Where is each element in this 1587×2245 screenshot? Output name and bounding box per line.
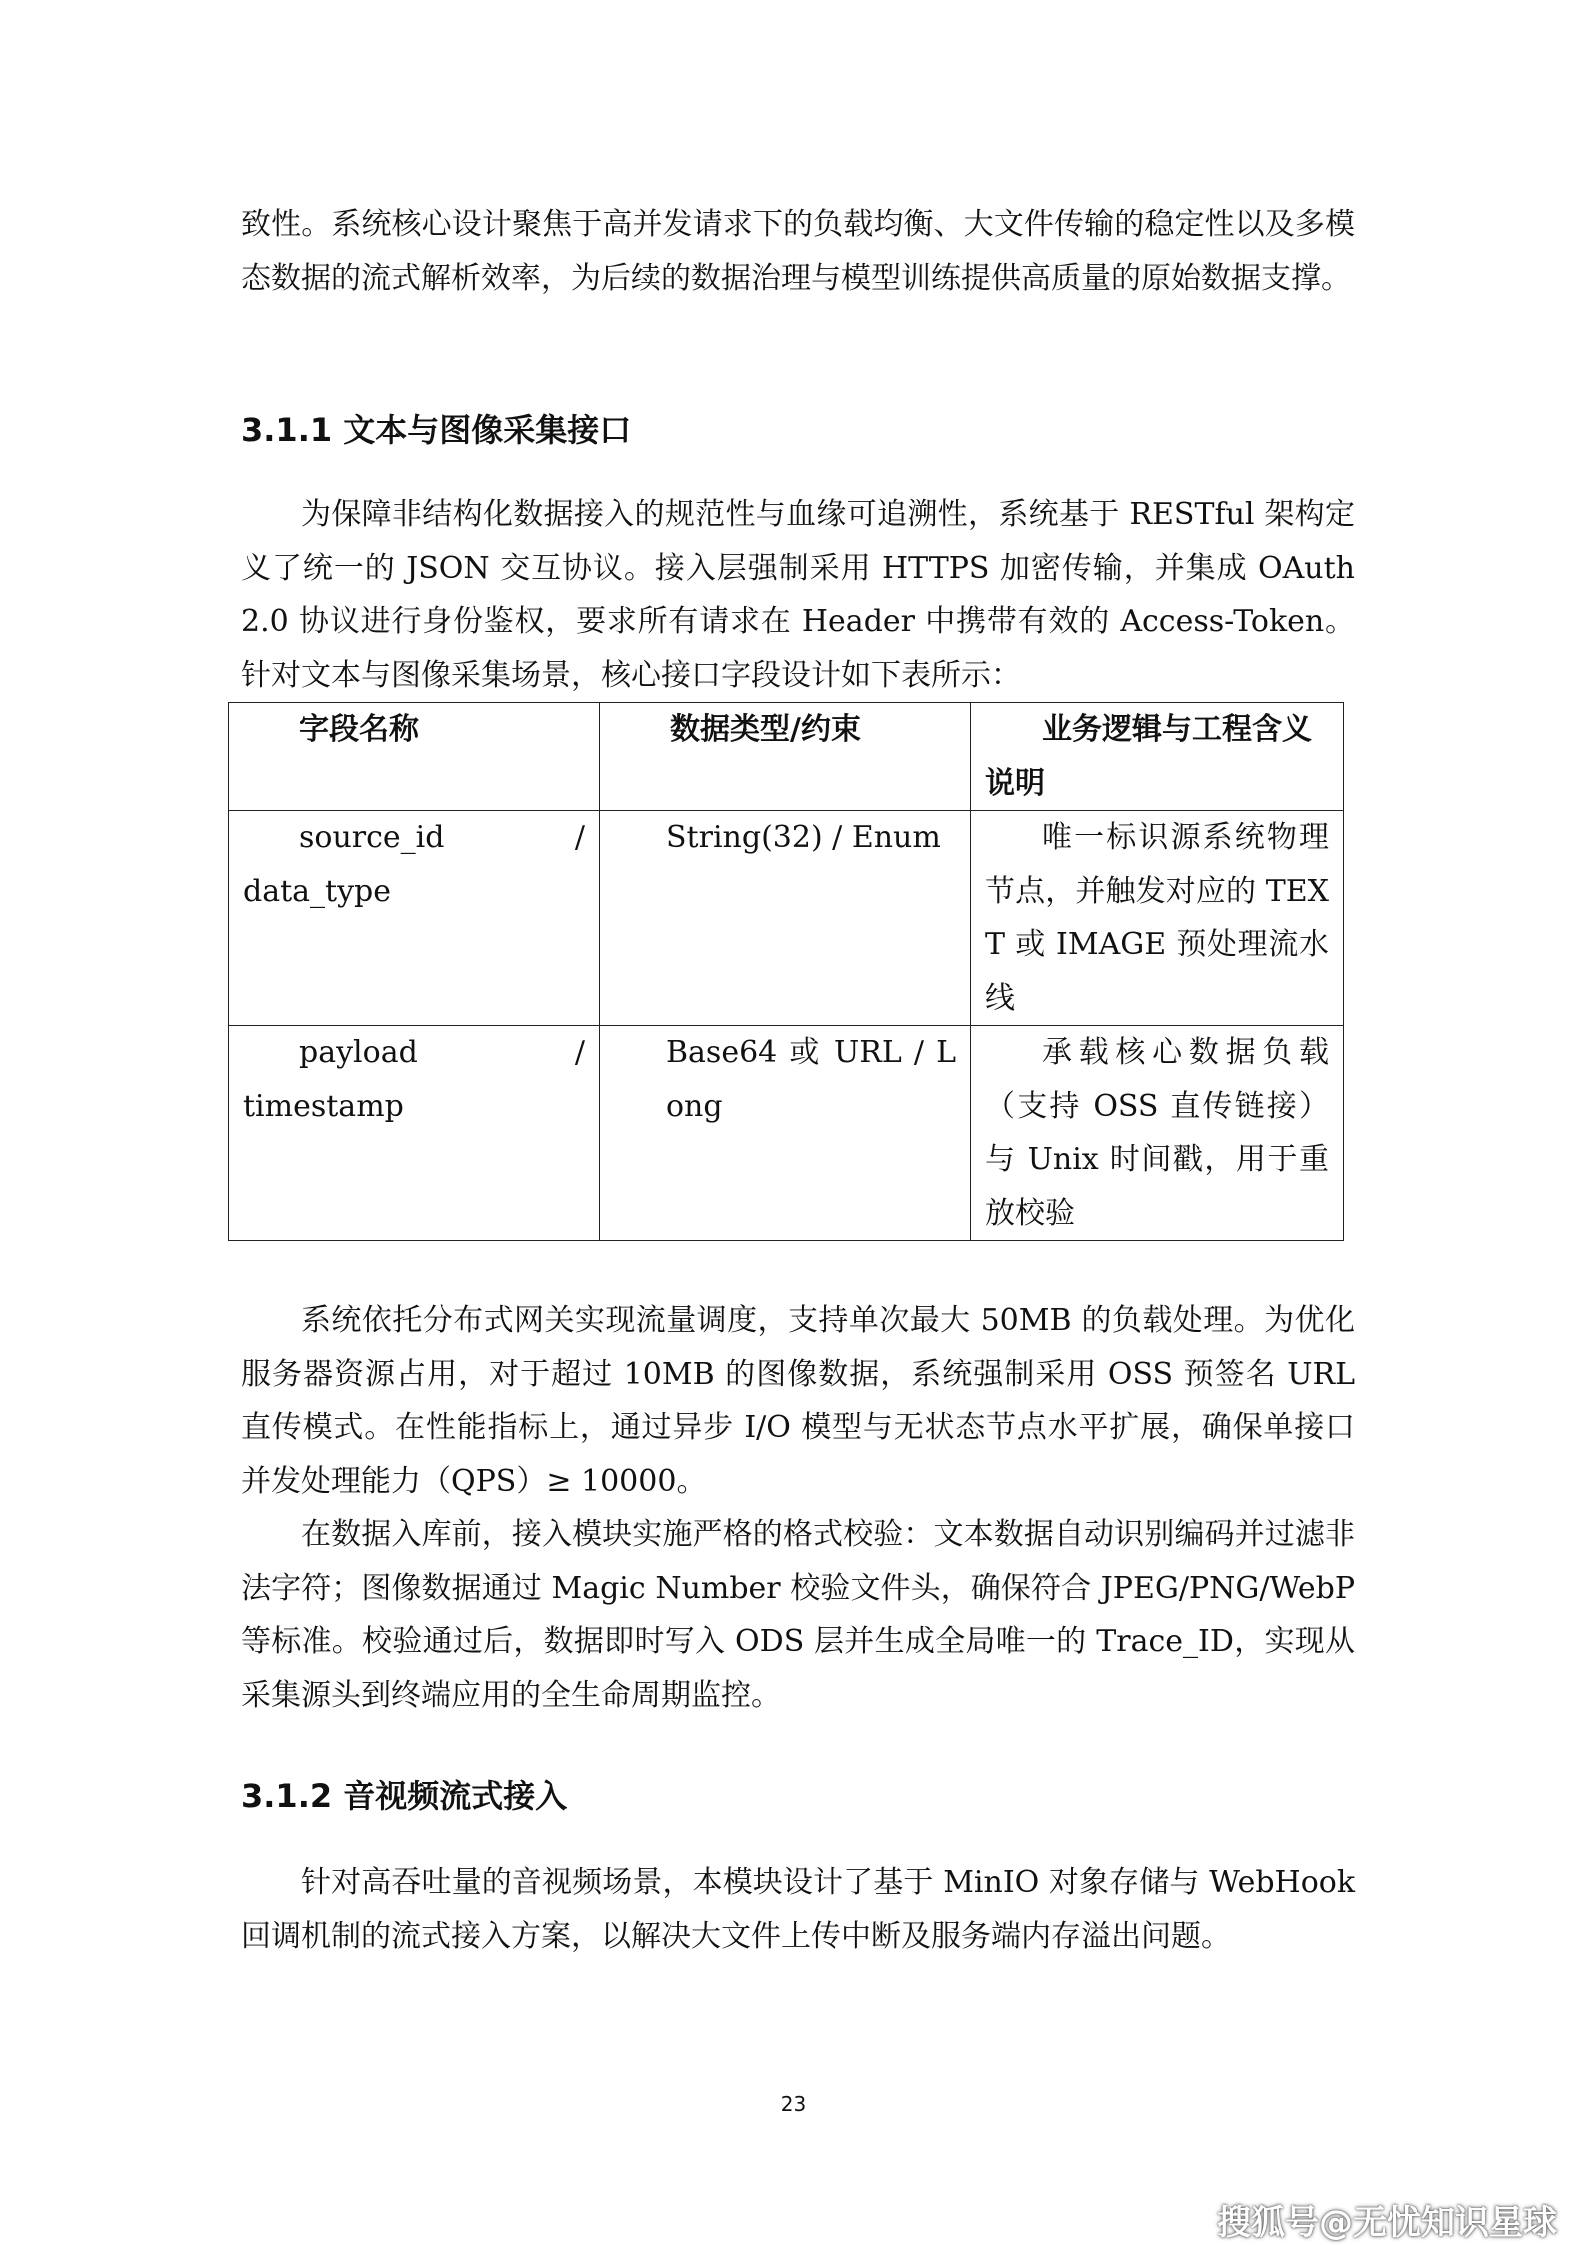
page-number: 23 bbox=[780, 2092, 807, 2116]
section-heading-3-1-2: 3.1.2 音视频流式接入 bbox=[241, 1777, 568, 1815]
table-header-field-name: 字段名称 bbox=[229, 703, 600, 811]
watermark-text: 搜狐号@无忧知识星球 bbox=[1217, 2203, 1557, 2243]
table-cell-field bbox=[229, 1026, 600, 1241]
table-cell-description: 承载核心数据负载（支持 OSS 直传链接）与 Unix 时间戳，用于重放校验 bbox=[971, 1026, 1344, 1241]
field-name-secondary: data_type bbox=[243, 873, 391, 909]
interface-field-table bbox=[228, 702, 1344, 1241]
paragraph-gateway: 系统依托分布式网关实现流量调度，支持单次最大 50MB 的负载处理。为优化服务器资源占用，对于超过 10MB 的图像数据，系统强制采用 OSS 预签名 URL 直传模式。在性能指标上，通过异步 I/O 模型与无状态节点水平扩展，确保单接口并发处理能力（QPS）≥ 10000。 bbox=[241, 1303, 1355, 1499]
field-separator: / bbox=[574, 820, 585, 855]
table-cell-field bbox=[229, 811, 600, 1026]
field-name-primary: source_id bbox=[299, 820, 445, 855]
paragraph-streaming: 针对高吞吐量的音视频场景，本模块设计了基于 MinIO 对象存储与 WebHook 回调机制的流式接入方案，以解决大文件上传中断及服务端内存溢出问题。 bbox=[241, 1865, 1355, 1954]
section-heading-3-1-1: 3.1.1 文本与图像采集接口 bbox=[241, 411, 632, 449]
table-header-data-type: 数据类型/约束 bbox=[600, 703, 971, 811]
field-name-secondary: timestamp bbox=[243, 1088, 404, 1124]
table-cell-type: String(32) / Enum bbox=[600, 811, 971, 1026]
table-cell-type: Base64 或 URL / Long bbox=[600, 1026, 971, 1241]
paragraph-protocol: 为保障非结构化数据接入的规范性与血缘可追溯性，系统基于 RESTful 架构定义了统一的 JSON 交互协议。接入层强制采用 HTTPS 加密传输，并集成 OAuth 2.0 协议进行身份鉴权，要求所有请求在 Header 中携带有效的 Access-Token。针对文本与图像采集场景，核心接口字段设计如下表所示： bbox=[241, 497, 1355, 693]
paragraph-intro-continued: 致性。系统核心设计聚焦于高并发请求下的负载均衡、大文件传输的稳定性以及多模态数据的流式解析效率，为后续的数据治理与模型训练提供高质量的原始数据支撑。 bbox=[241, 207, 1355, 296]
table-row bbox=[229, 811, 1344, 1026]
table-row bbox=[229, 1026, 1344, 1241]
field-separator: / bbox=[574, 1035, 585, 1070]
paragraph-validation: 在数据入库前，接入模块实施严格的格式校验：文本数据自动识别编码并过滤非法字符；图像数据通过 Magic Number 校验文件头，确保符合 JPEG/PNG/WebP 等标准。校验通过后，数据即时写入 ODS 层并生成全局唯一的 Trace_ID，实现从采集源头到终端应用的全生命周期监控。 bbox=[241, 1517, 1355, 1713]
field-name-primary: payload bbox=[299, 1035, 418, 1070]
table-cell-description: 唯一标识源系统物理节点，并触发对应的 TEXT 或 IMAGE 预处理流水线 bbox=[971, 811, 1344, 1026]
table-header-description: 业务逻辑与工程含义说明 bbox=[971, 703, 1344, 811]
table-header-row bbox=[229, 703, 1344, 811]
